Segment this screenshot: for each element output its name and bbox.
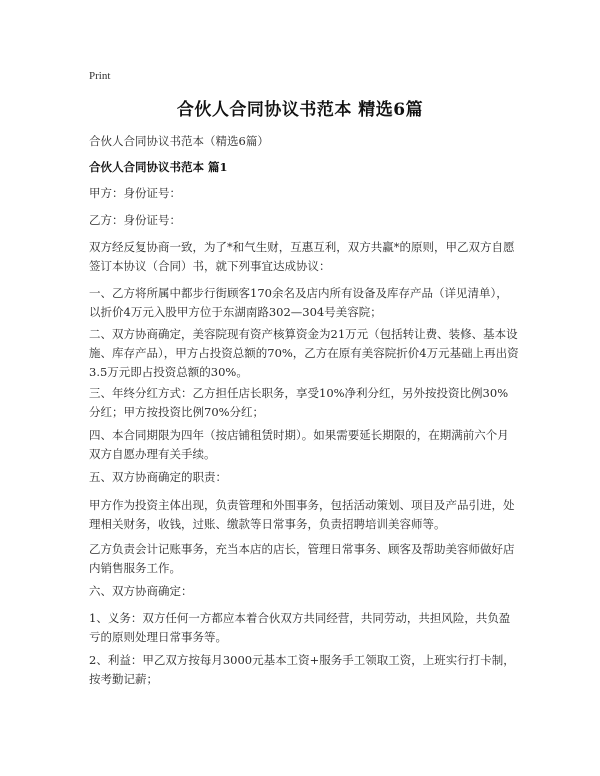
duty-party-b-paragraph: 乙方负责会计记账事务，充当本店的店长，管理日常事务、顾客及帮助美容师做好店内销售服务工作。	[89, 542, 515, 575]
party-a-line: 甲方：身份证号：	[89, 186, 181, 200]
clause-5-heading: 五、双方协商确定的职责：	[89, 470, 227, 484]
duty-party-a-paragraph: 甲方作为投资主体出现，负责管理和外围事务，包括活动策划、项目及产品引进，处理相关财务，收钱，过账、缴款等日常事务，负责招聘培训美容师等。	[89, 498, 515, 531]
section-heading: 合伙人合同协议书范本 篇1	[89, 160, 228, 174]
clause-2-paragraph: 二、双方协商确定，美容院现有资产核算资金为21万元（包括转让费、装修、基本设施、库存产品），甲方占投资总额的70%，乙方在原有美容院折价4万元基础上再出资3.5万元即占投资总额的30%。	[89, 327, 519, 379]
clause-1-paragraph: 一、乙方将所属中都步行街顾客170余名及店内所有设备及库存产品（详见清单），以折价4万元入股甲方位于东湖南路302—304号美容院；	[89, 286, 508, 319]
document-subtitle: 合伙人合同协议书范本（精选6篇）	[89, 134, 269, 148]
clause-6-heading: 六、双方协商确定：	[89, 584, 193, 598]
party-b-line: 乙方：身份证号：	[89, 213, 181, 227]
item-1-paragraph: 1、义务：双方任何一方都应本着合伙双方共同经营，共同劳动，共担风险，共负盈亏的原则处理日常事务等。	[89, 611, 511, 644]
intro-paragraph: 双方经反复协商一致，为了*和气生财，互惠互利，双方共赢*的原则，甲乙双方自愿签订本协议（合同）书，就下列事宜达成协议：	[89, 240, 515, 273]
document-title: 合伙人合同协议书范本 精选6篇	[176, 100, 424, 120]
clause-3-paragraph: 三、年终分红方式：乙方担任店长职务，享受10%净利分红，另外按投资比例30%分红；甲方按投资比例70%分红；	[89, 386, 509, 419]
item-2-paragraph: 2、利益：甲乙双方按每月3000元基本工资+服务手工领取工资，上班实行打卡制，按考勤记薪；	[89, 653, 515, 686]
print-label: Print	[89, 70, 111, 82]
clause-4-paragraph: 四、本合同期限为四年（按店铺租赁时期）。如果需要延长期限的，在期满前六个月双方自愿办理有关手续。	[89, 428, 509, 461]
